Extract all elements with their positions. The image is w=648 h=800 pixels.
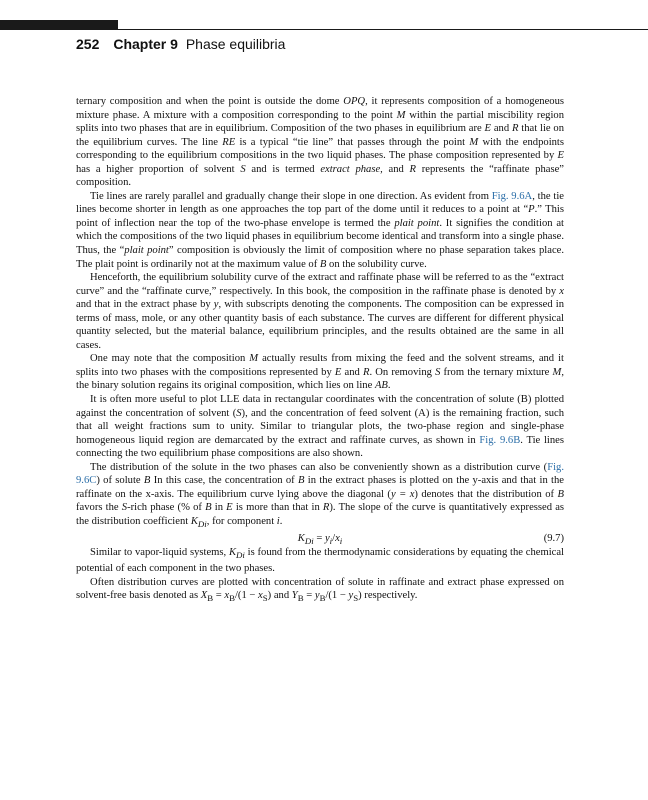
equation-number: (9.7): [543, 532, 564, 544]
fig-link[interactable]: Fig. 9.6C: [76, 461, 564, 487]
fig-link[interactable]: Fig. 9.6B: [479, 434, 521, 446]
paragraph-2: Tie lines are rarely parallel and gradually change their slope in one direction. As evident from Fig. 9.6A, the tie lines become shorter in length as one approaches the top part of the dome until it reduces to a point at “P.” This point of inflection near the top of the two-phase envelope is termed the plait point. It signifies the condition at which the compositions of the two liquid phases in equilibrium become identical and transform into a single phase. Thus, the “plait point” composition is obviously the limit of composition where no phase separation takes place. The plait point is ordinarily not at the maximum value of B on the solubility curve.: [76, 190, 565, 270]
equation-9-7: $K_{Di} = y_i/x_i$ (9.7): [297, 532, 564, 546]
header-rule: [118, 29, 648, 30]
paragraph-8: Often distribution curves are plotted with concentration of solute in raffinate and extract phase expressed on solvent-free basis denoted as $X_B = x_B/(1 - x_S)$ and $Y_B = y_B/(1 - y_S)$ respectively.: [76, 576, 564, 604]
fig-link[interactable]: Fig. 9.6A: [491, 190, 533, 202]
header-bar: [0, 20, 118, 30]
chapter-label: Chapter 9: [113, 36, 178, 52]
paragraph-1: ternary composition and when the point is outside the dome OPQ, it represents composition of a homogeneous mixture phase. A mixture with a composition corresponding to the point M within the partial miscibility region splits into two phases that are in equilibrium. Composition of the two phases in equilibrium are E and R that lie on the equilibrium curves. The line RE is a typical “tie line” that passes through the point M with the endpoints corresponding to the equilibrium compositions in the two liquid phases. The phase composition represented by E has a higher proportion of solvent S and is termed extract phase, and R represents the “raffinate phase” composition.: [76, 96, 565, 189]
paragraph-5: It is often more useful to plot LLE data in rectangular coordinates with the concentration of solute (B) plotted against the concentration of solvent (S), and the concentration of feed solvent (A) is the remaining fraction, such that all weight fractions sum to unity. Similar to triangular plots, the two-phase region and single-phase homogeneous liquid region are demarcated by the extract and raffinate curves, as shown in Fig. 9.6B. Tie lines connecting the two equilibrium phase compositions are also shown.: [76, 394, 565, 460]
running-header: [76, 36, 285, 52]
paragraph-6: The distribution of the solute in the two phases can also be conveniently shown as a distribution curve (Fig. 9.6C) of solute B In this case, the concentration of B in the extract phases is plotted on the y-axis and that in the raffinate on the x-axis. The equilibrium curve lying above the diagonal (y = x) denotes that the distribution of B favors the S-rich phase (% of B in E is more than that in R). The slope of the curve is quantitatively expressed as the distribution coefficient $K_{Di}$, for component i.: [76, 461, 565, 530]
paragraph-4: One may note that the composition M actually results from mixing the feed and the solvent streams, and it splits into two phases with the compositions represented by E and R. On removing S from the ternary mixture M, the binary solution regains its original composition, which lies on line AB.: [76, 353, 565, 392]
chapter-title: Phase equilibria: [185, 36, 286, 52]
page-number: 252: [76, 36, 100, 52]
paragraph-3: Henceforth, the equilibrium solubility curve of the extract and raffinate phase will be referred to as the “extract curve” and the “raffinate curve,” respectively. In this book, the composition in the raffinate phase is denoted by x and that in the extract phase by y, with subscripts denoting the components. The composition can be expressed in terms of mass, mole, or any other quantity basis of each substance. The curves are different for different physical quantity selected, but the material balance, equilibrium principles, and the results obtained are the same in all cases.: [76, 272, 564, 351]
paragraph-7: Similar to vapor-liquid systems, $K_{Di}$ is found from the thermodynamic considerations by equating the chemical potential of each component in the two phases.: [76, 546, 564, 575]
body-text: [76, 95, 564, 606]
